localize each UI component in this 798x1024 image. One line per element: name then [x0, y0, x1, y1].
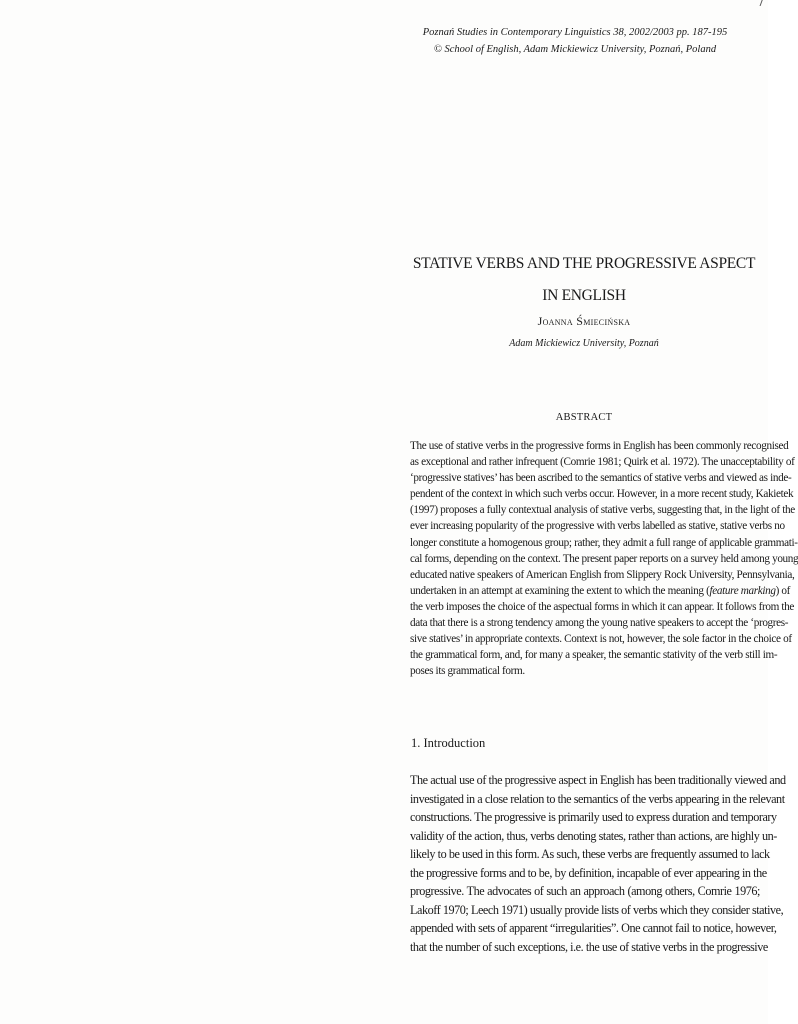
body-line: likely to be used in this form. As such, these verbs are frequently assumed to lack [410, 847, 770, 861]
abstract-line: undertaken in an attempt at examining the extent to which the meaning (feature marking) of [410, 584, 791, 597]
introduction-text [410, 771, 786, 956]
abstract-line: the grammatical form, and, for many a speaker, the semantic stativity of the verb still im- [410, 649, 778, 662]
title-line-2: IN ENGLISH [542, 287, 626, 304]
abstract-line: as exceptional and rather infrequent (Comrie 1981; Quirk et al. 1972). The unacceptability of [410, 456, 795, 469]
emphasis-term: feature marking [709, 584, 776, 597]
abstract-line: The use of stative verbs in the progressive forms in English has been commonly recognised [410, 440, 789, 452]
abstract-line: pendent of the context in which such verbs occur. However, in a more recent study, Kakietek [410, 488, 794, 501]
abstract-text [410, 438, 798, 679]
body-line: progressive. The advocates of such an approach (among others, Comrie 1976; [410, 884, 760, 898]
abstract-line: educated native speakers of American English from Slippery Rock University, Pennsylvania, [410, 568, 795, 581]
body-line: The actual use of the progressive aspect in English has been traditionally viewed and [410, 773, 786, 787]
author-affiliation: Adam Mickiewicz University, Poznań [509, 338, 659, 349]
abstract-line: longer constitute a homogenous group; rather, they admit a full range of applicable grammati- [410, 536, 798, 549]
journal-header [380, 24, 770, 58]
body-line: Lakoff 1970; Leech 1971) usually provide lists of verbs which they consider stative, [410, 902, 784, 917]
copyright-line: © School of English, Adam Mickiewicz University, Poznań, Poland [433, 44, 717, 55]
abstract-line: poses its grammatical form. [410, 665, 525, 678]
body-line: validity of the action, thus, verbs denoting states, rather than actions, are highly un- [410, 828, 777, 843]
abstract-line: data that there is a strong tendency among the young native speakers to accept the ‘progres- [410, 617, 789, 630]
page-edge-mark [750, 0, 764, 6]
article-title [410, 248, 758, 312]
abstract-line: sive statives’ in appropriate contexts. Context is not, however, the sole factor in the choice of [410, 633, 792, 646]
abstract-line: (1997) proposes a fully contextual analysis of stative verbs, suggesting that, in the light of the [410, 504, 795, 517]
body-line: appended with sets of apparent “irregularities”. One cannot fail to notice, however, [410, 921, 777, 935]
body-line: the progressive forms and to be, by definition, incapable of ever appearing in the [410, 865, 767, 880]
author-name: Joanna Śmiecińska [537, 314, 631, 328]
body-line: investigated in a close relation to the semantics of the verbs appearing in the relevant [410, 791, 785, 806]
abstract-line: cal forms, depending on the context. The present paper reports on a survey held among young [410, 552, 798, 565]
journal-citation: Poznań Studies in Contemporary Linguistics 38, 2002/2003 pp. 187-195 [422, 27, 728, 38]
abstract-line: ever increasing popularity of the progressive with verbs labelled as stative, stative verbs no [410, 520, 785, 533]
body-line: constructions. The progressive is primarily used to express duration and temporary [410, 810, 777, 824]
abstract-heading: ABSTRACT [555, 412, 613, 423]
abstract-line: ‘progressive statives’ has been ascribed to the semantics of stative verbs and viewed as inde- [410, 472, 792, 485]
title-line-1: STATIVE VERBS AND THE PROGRESSIVE ASPECT [412, 255, 756, 272]
abstract-line: the verb imposes the choice of the aspectual forms in which it can appear. It follows from the [410, 600, 795, 613]
body-line: that the number of such exceptions, i.e. the use of stative verbs in the progressive [410, 939, 768, 954]
section-heading: 1. Introduction [411, 736, 486, 750]
